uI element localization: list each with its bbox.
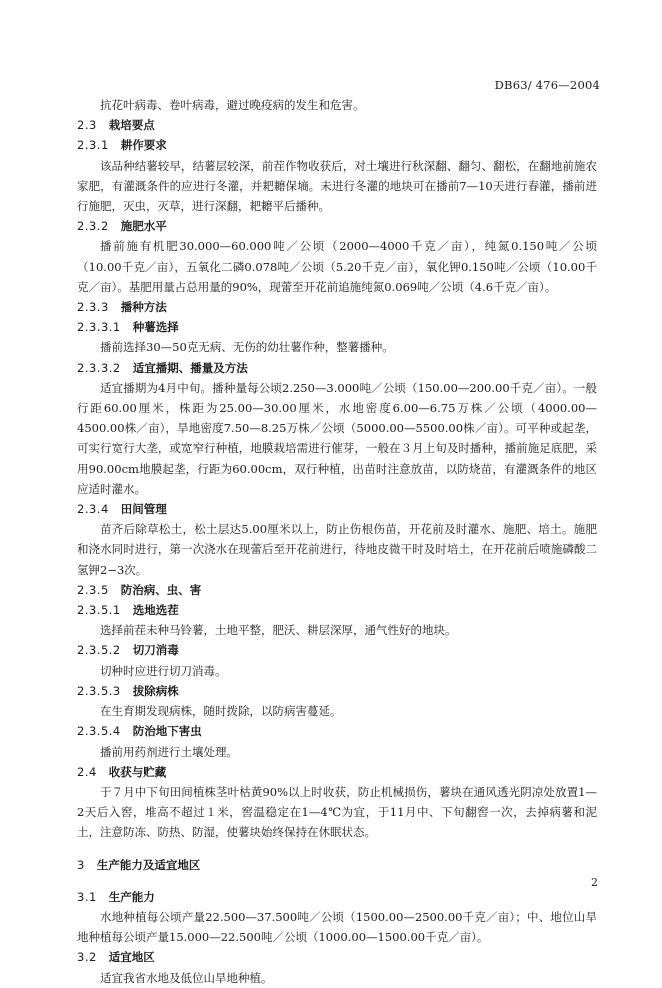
- section-title: 适宜播期、播量及方法: [132, 360, 248, 375]
- section-heading: [77, 115, 597, 135]
- section-heading: [77, 358, 597, 378]
- section-heading: [77, 600, 597, 620]
- section-title: 选地选茬: [132, 603, 179, 618]
- body-paragraph: 苗齐后除草松土，松土层达5.00厘米以上，防止伤根伤苗，开花前及时灌水、施肥、培土。施肥和浇水同时进行，第一次浇水在现蕾后至开花前进行，待地皮微干时及时培土，在开花前后喷施磷酸二氢钾2−3次。: [77, 522, 597, 577]
- body-paragraph: 切种时应进行切刀消毒。: [100, 663, 227, 678]
- body-paragraph: 抗花叶病毒、卷叶病毒，避过晚疫病的发生和危害。: [100, 98, 365, 112]
- section-title: 施肥水平: [120, 219, 167, 234]
- section-title: 防治地下害虫: [132, 724, 202, 739]
- body-paragraph: 播前用药剂进行土壤处理。: [100, 744, 238, 759]
- body-paragraph: 播前选择30—50克无病、无伤的幼壮薯作种，整薯播种。: [100, 340, 394, 355]
- body-paragraph: 该品种结薯较早，结薯层较深，前茬作物收获后，对土壤进行秋深翻、翻匀、翻松，在翻地前施农家肥，有灌溉条件的应进行冬灌，并耙耱保墒。未进行冬灌的地块可在播前7—10天进行春灌，播前进行施肥，灭虫，灭草，进行深翻，耙耱平后播种。: [77, 158, 597, 214]
- section-heading: [77, 640, 597, 660]
- section-number: 2.3.4: [77, 502, 109, 517]
- section-title: 防治病、虫、害: [120, 582, 202, 597]
- section-number: 3.2: [77, 950, 97, 965]
- section-heading: [77, 721, 597, 741]
- standard-code: DB63/ 476—2004: [494, 78, 600, 92]
- section-title: 适宜地区: [108, 950, 155, 965]
- section-title: 收获与贮藏: [108, 764, 167, 779]
- section-number: 2.3.5.3: [77, 683, 121, 698]
- section-heading: [77, 762, 597, 782]
- section-number: 2.3.1: [77, 138, 109, 153]
- section-heading: [77, 580, 597, 600]
- body-paragraph: 水地种植每公顷产量22.500—37.500吨／公顷（1500.00—2500.00千克／亩）；中、地位山旱地种植每公顷产量15.000—22.500吨／公顷（1000.00—1500.00千克／亩）。: [77, 909, 597, 945]
- section-title: 播种方法: [120, 300, 167, 315]
- section-number: 2.3.3: [77, 300, 109, 315]
- section-title: 栽培要点: [108, 118, 155, 133]
- section-number: 3.1: [77, 889, 97, 904]
- section-number: 2.3.5.4: [77, 724, 121, 739]
- section-heading: [77, 135, 597, 155]
- body-paragraph: 选择前茬未种马铃薯，土地平整，肥沃、耕层深厚，通气性好的地块。: [100, 623, 457, 638]
- section-number: 2.3.3.2: [77, 360, 121, 375]
- section-number: 2.3.5: [77, 582, 109, 597]
- section-number: 2.3.2: [77, 219, 109, 234]
- body-paragraph: 在生育期发现病株，随时拨除，以防病害蔓延。: [100, 704, 342, 719]
- section-heading: [77, 499, 597, 519]
- section-number: 2.3.5.2: [77, 643, 121, 658]
- document-body: [77, 95, 597, 988]
- section-heading: [77, 317, 597, 337]
- section-title: 切刀消毒: [132, 643, 179, 658]
- section-heading: [77, 887, 597, 907]
- section-heading: [77, 947, 597, 967]
- body-paragraph: 适宜我省水地及低位山旱地种植。: [100, 970, 273, 985]
- page-number: 2: [591, 876, 598, 889]
- body-paragraph: 播前施有机肥30.000—60.000吨／公顷（2000—4000千克／亩），纯氮0.150吨／公顷（10.00千克／亩），五氧化二磷0.078吨／公顷（5.20千克／亩），氧化钾0.150吨／公顷（10.00千克／亩）。基肥用量占总用量的90%，现蕾至开花前追施纯氮0.069吨／公顷（4.6千克／亩）。: [77, 239, 597, 294]
- section-number: 2.3.5.1: [77, 603, 121, 618]
- body-paragraph: 适宜播期为4月中旬。播种量每公顷2.250—3.000吨／公顷（150.00—200.00千克／亩）。一般行距60.00厘米，株距为25.00—30.00厘米，水地密度6.00—6.75万株／公顷（4000.00—4500.00株／亩），旱地密度7.50—8.25万株／公顷（5000.00—5500.00株／亩）。可平种或起垄，可实行宽行大垄，或宽窄行种植，地膜栽培需进行催芽，一般在３月上旬及时播种，播前施足底肥，采用90.00cm地膜起垄，行距为60.00cm，双行种植，出苗时注意放苗，以防烧苗，有灌溉条件的地区应适时灌水。: [77, 380, 597, 496]
- section-number: 2.3: [77, 118, 97, 133]
- section-heading: [77, 297, 597, 317]
- section-title: 田间管理: [120, 502, 167, 517]
- section-title: 耕作要求: [120, 138, 167, 153]
- section-title: 种薯选择: [132, 320, 179, 335]
- section-heading: [77, 681, 597, 701]
- body-paragraph: 于７月中下旬田间植株茎叶枯黄90%以上时收获，防止机械损伤，薯块在通风透光阴凉处放置1—2天后入窖，堆高不超过１米，窖温稳定在1—4℃为宜，于11月中、下旬翻窖一次，去掉病薯和泥土，注意防冻、防热、防湿，使薯块始终保持在休眠状态。: [77, 784, 597, 840]
- section-title: 拔除病株: [132, 683, 179, 698]
- section-number: 3: [77, 857, 85, 872]
- section-number: 2.4: [77, 764, 97, 779]
- section-title: 生产能力: [108, 889, 155, 904]
- section-title: 生产能力及适宜地区: [96, 857, 201, 872]
- section-heading: [77, 855, 597, 875]
- section-number: 2.3.3.1: [77, 320, 121, 335]
- section-heading: [77, 216, 597, 236]
